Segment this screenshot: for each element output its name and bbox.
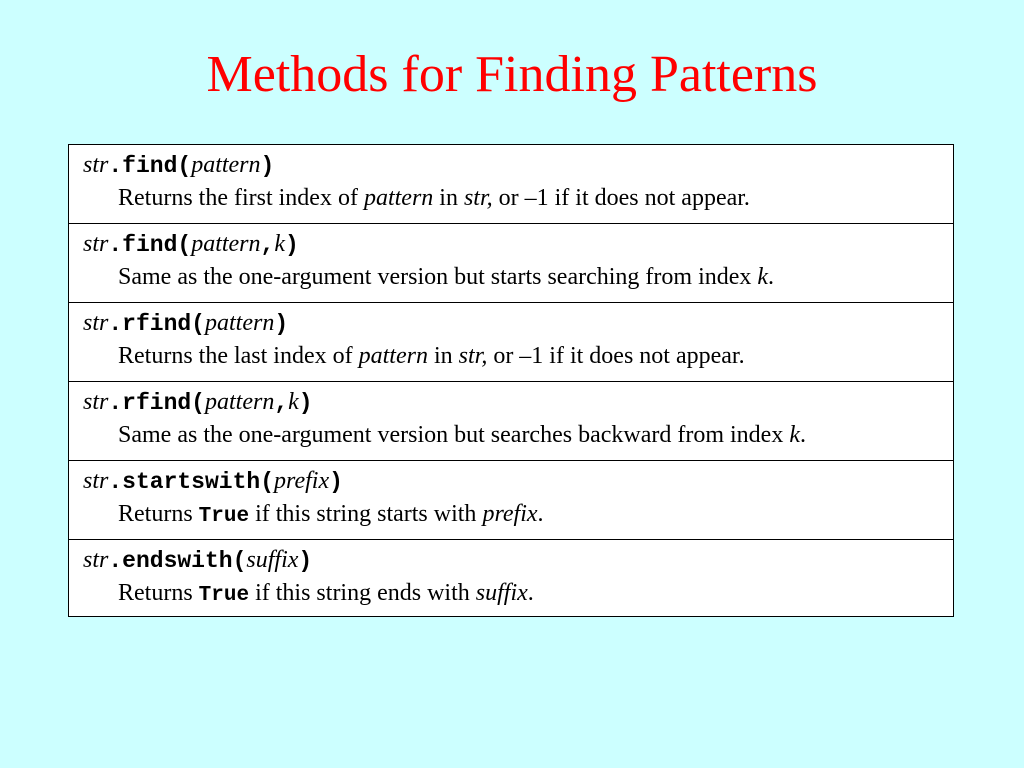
argument: k bbox=[288, 389, 299, 415]
dot: . bbox=[108, 153, 123, 179]
desc-text: Returns bbox=[118, 501, 199, 527]
method-description bbox=[83, 578, 953, 611]
method-name: rfind( bbox=[122, 390, 205, 416]
code-literal: True bbox=[198, 584, 250, 607]
method-name: find( bbox=[122, 232, 192, 258]
method-row-endswith bbox=[69, 540, 953, 616]
desc-text: . bbox=[527, 580, 534, 606]
desc-text: Same as the one-argument version but searches backward from index bbox=[118, 422, 790, 448]
method-name: startswith( bbox=[122, 469, 274, 495]
desc-text: if this string starts with bbox=[249, 501, 483, 527]
desc-text: or –1 if it does not appear. bbox=[492, 185, 750, 211]
desc-italic: k bbox=[789, 422, 800, 448]
desc-italic: pattern bbox=[363, 185, 434, 211]
argument: k bbox=[274, 231, 285, 257]
method-description bbox=[83, 341, 953, 371]
method-signature bbox=[83, 309, 953, 337]
argument: prefix bbox=[274, 468, 330, 494]
object-name: str bbox=[83, 468, 109, 494]
desc-text: . bbox=[768, 264, 775, 290]
close-paren: ) bbox=[298, 548, 313, 574]
method-row-find bbox=[69, 145, 953, 224]
desc-italic: k bbox=[757, 264, 769, 290]
close-paren: ) bbox=[260, 153, 275, 179]
close-paren: ) bbox=[298, 390, 313, 416]
method-signature bbox=[83, 467, 953, 495]
method-name: rfind( bbox=[122, 311, 205, 337]
dot: . bbox=[108, 232, 123, 258]
desc-italic: str, bbox=[463, 185, 493, 211]
comma: , bbox=[274, 390, 289, 416]
desc-text: in bbox=[433, 185, 464, 211]
close-paren: ) bbox=[274, 311, 289, 337]
argument: pattern bbox=[205, 389, 275, 415]
methods-table bbox=[68, 144, 954, 617]
desc-text: Returns the last index of bbox=[118, 343, 359, 369]
method-description bbox=[83, 262, 953, 292]
method-row-startswith bbox=[69, 461, 953, 540]
dot: . bbox=[108, 390, 123, 416]
desc-text: . bbox=[800, 422, 806, 448]
method-row-rfind-k bbox=[69, 382, 953, 461]
method-description bbox=[83, 420, 953, 450]
desc-text: Returns the first index of bbox=[118, 185, 364, 211]
desc-text: Same as the one-argument version but starts searching from index bbox=[118, 264, 758, 290]
code-literal: True bbox=[198, 505, 250, 528]
dot: . bbox=[108, 548, 123, 574]
method-name: endswith( bbox=[122, 548, 247, 574]
dot: . bbox=[108, 469, 123, 495]
desc-italic: pattern bbox=[358, 343, 428, 369]
desc-italic: suffix bbox=[475, 580, 528, 606]
desc-text: if this string ends with bbox=[249, 580, 476, 606]
method-row-find-k bbox=[69, 224, 953, 303]
slide-title: Methods for Finding Patterns bbox=[206, 46, 818, 103]
dot: . bbox=[108, 311, 123, 337]
desc-italic: str, bbox=[458, 343, 488, 369]
desc-text: Returns bbox=[118, 580, 199, 606]
object-name: str bbox=[83, 310, 109, 336]
object-name: str bbox=[83, 389, 109, 415]
comma: , bbox=[260, 232, 275, 258]
desc-text: . bbox=[537, 501, 544, 527]
argument: pattern bbox=[191, 152, 261, 178]
method-signature bbox=[83, 546, 953, 574]
method-row-rfind bbox=[69, 303, 953, 382]
method-description bbox=[83, 183, 953, 213]
close-paren: ) bbox=[284, 232, 299, 258]
object-name: str bbox=[83, 547, 109, 573]
method-signature bbox=[83, 151, 953, 179]
object-name: str bbox=[83, 231, 109, 257]
method-description bbox=[83, 499, 953, 532]
method-name: find( bbox=[122, 153, 192, 179]
method-signature bbox=[83, 388, 953, 416]
desc-text: in bbox=[427, 343, 459, 369]
desc-text: or –1 if it does not appear. bbox=[487, 343, 745, 369]
argument: pattern bbox=[205, 310, 275, 336]
method-signature bbox=[83, 230, 953, 258]
argument: suffix bbox=[246, 547, 299, 573]
argument: pattern bbox=[191, 231, 261, 257]
close-paren: ) bbox=[329, 469, 343, 495]
desc-italic: prefix bbox=[482, 501, 538, 527]
object-name: str bbox=[83, 152, 109, 178]
